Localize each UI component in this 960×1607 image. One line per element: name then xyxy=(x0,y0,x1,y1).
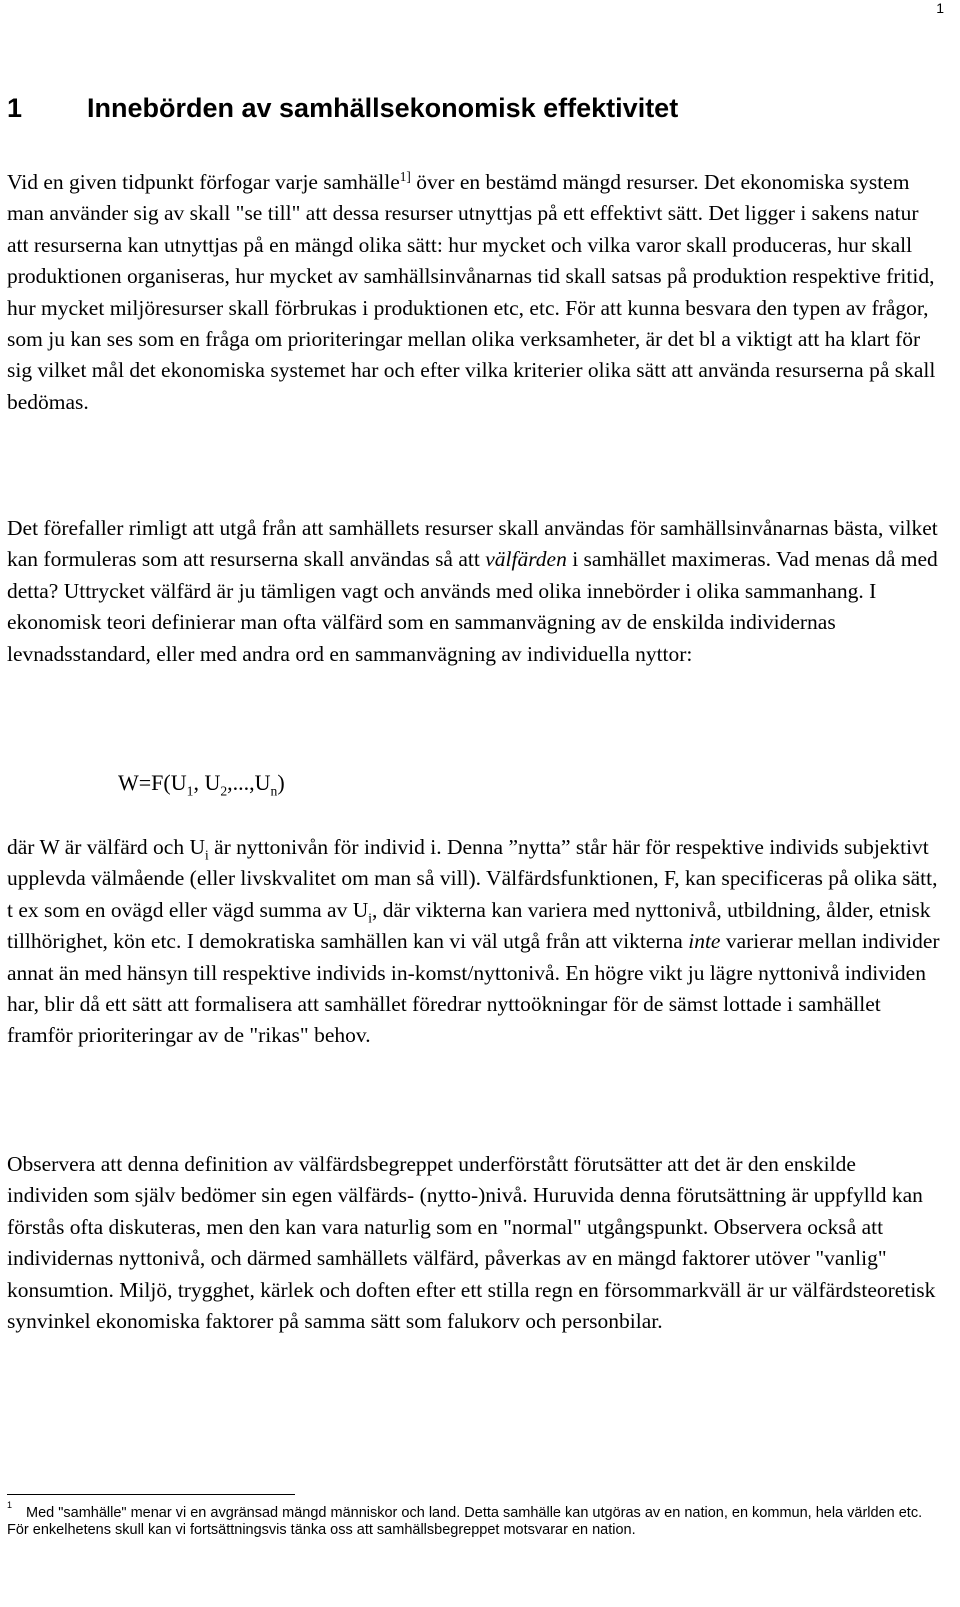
footnote-text: Med "samhälle" menar vi en avgränsad mängd människor och land. Detta samhälle kan utgöras av en nation, en kommun, hela världen etc. För enkelhetens skull kan vi fortsättningsvis tänka oss att samhällsbegreppet motsvarar en nation. xyxy=(7,1505,923,1538)
section-title: Innebörden av samhällsekonomisk effektivitet xyxy=(87,93,679,123)
welfare-function-formula xyxy=(118,766,285,800)
formula-sub-n: n xyxy=(270,783,278,799)
formula-sub-1: 1 xyxy=(186,783,194,799)
paragraph-1-text-a: Vid en given tidpunkt förfogar varje samhälle xyxy=(7,170,400,194)
emphasis-inte: inte xyxy=(688,929,721,954)
formula-part-a: W=F(U xyxy=(118,770,187,795)
paragraph-3-text-d: varierar mellan individer annat än med hänsyn till respektive individs in-komst/nyttonivå. En högre vikt ju lägre nyttonivå individen har, blir då ett sätt att formalisera att samhället föredrar nyttoökningar för de sämst lottade i samhället framför prioriteringar av de "rikas" behov. xyxy=(7,929,940,1048)
paragraph-2-text-a: Det förefaller rimligt att utgå från att samhällets resurser skall användas för samhällsinvånarnas bästa, vilket kan formuleras som att resurserna skall användas så att xyxy=(7,516,938,572)
footnote-mark: 1 xyxy=(7,1500,13,1510)
paragraph-3-text-b: är nyttonivån för individ i. Denna ”nytta” står här för respektive individs subjektivt upplevda välmående (eller livskvalitet om man så vill). Välfärdsfunktionen, F, kan specificeras på olika sätt, t ex som en ovägd eller vägd summa av U xyxy=(7,835,938,922)
footnote-reference: 1] xyxy=(399,168,411,184)
paragraph-1-text-b: över en bestämd mängd resurser. Det ekonomiska system man använder sig av skall "se till" att dessa resurser utnyttjas på ett effektivt sätt. Det ligger i sakens natur att resurserna kan utnyttjas på en mängd olika sätt: hur mycket och vilka varor skall produceras, hur skall produktionen organiseras, hur mycket av samhällsinvånarnas tid skall satsas på produktion respektive fritid, hur mycket miljöresurser skall förbrukas i produktionen etc, etc. För att kunna besvara den typen av frågor, som ju kan ses som en fråga om prioriteringar mellan olika verksamheter, är det bl a viktigt att ha klart för sig vilket mål det ekonomiska systemet har och efter vilka kriterier olika sätt att använda resurserna på skall bedömas. xyxy=(7,170,936,414)
paragraph-3 xyxy=(7,832,942,1052)
emphasis-valfarden: välfärden xyxy=(485,547,567,572)
paragraph-1 xyxy=(7,167,942,418)
formula-part-c: ,...,U xyxy=(227,770,271,795)
paragraph-2 xyxy=(7,513,942,670)
paragraph-3-sub-i-1: i xyxy=(205,847,209,863)
section-heading xyxy=(7,92,678,124)
paragraph-4: Observera att denna definition av välfärdsbegreppet underförstått förutsätter att det är den enskilde individen som själv bedömer sin egen välfärds- (nytto-)nivå. Huruvida denna förutsättning är uppfylld kan förstås ofta diskuteras, men den kan vara naturlig som en "normal" utgångspunkt. Observera också att individernas nyttonivå, och därmed samhällets välfärd, påverkas av en mängd faktorer utöver "vanlig" konsumtion. Miljö, trygghet, kärlek och doften efter ett stilla regn en försommarkväll är ur välfärdsteoretisk synvinkel ekonomiska faktorer på samma sätt som falukorv och personbilar. xyxy=(7,1152,936,1334)
paragraph-3-sub-i-2: i xyxy=(368,910,372,926)
section-number: 1 xyxy=(7,93,23,123)
footnote-divider xyxy=(7,1494,295,1495)
formula-sub-2: 2 xyxy=(220,783,228,799)
formula-part-d: ) xyxy=(277,770,285,795)
page-number: 1 xyxy=(936,0,944,16)
footnote xyxy=(7,1500,942,1539)
paragraph-2-text-b: i samhället maximeras. Vad menas då med detta? Uttrycket välfärd är ju tämligen vagt och används med olika innebörder i olika sammanhang. I ekonomisk teori definierar man ofta välfärd som en sammanvägning av de enskilda individernas levnadsstandard, eller med andra ord en sammanvägning av individuella nyttor: xyxy=(7,547,938,666)
paragraph-3-text-c: , där vikterna kan variera med nyttonivå, utbildning, ålder, etnisk tillhörighet, kön etc. I demokratiska samhällen kan vi väl utgå från att vikterna xyxy=(7,897,931,954)
formula-part-b: , U xyxy=(193,770,221,795)
paragraph-3-text-a: där W är välfärd och U xyxy=(7,835,205,859)
